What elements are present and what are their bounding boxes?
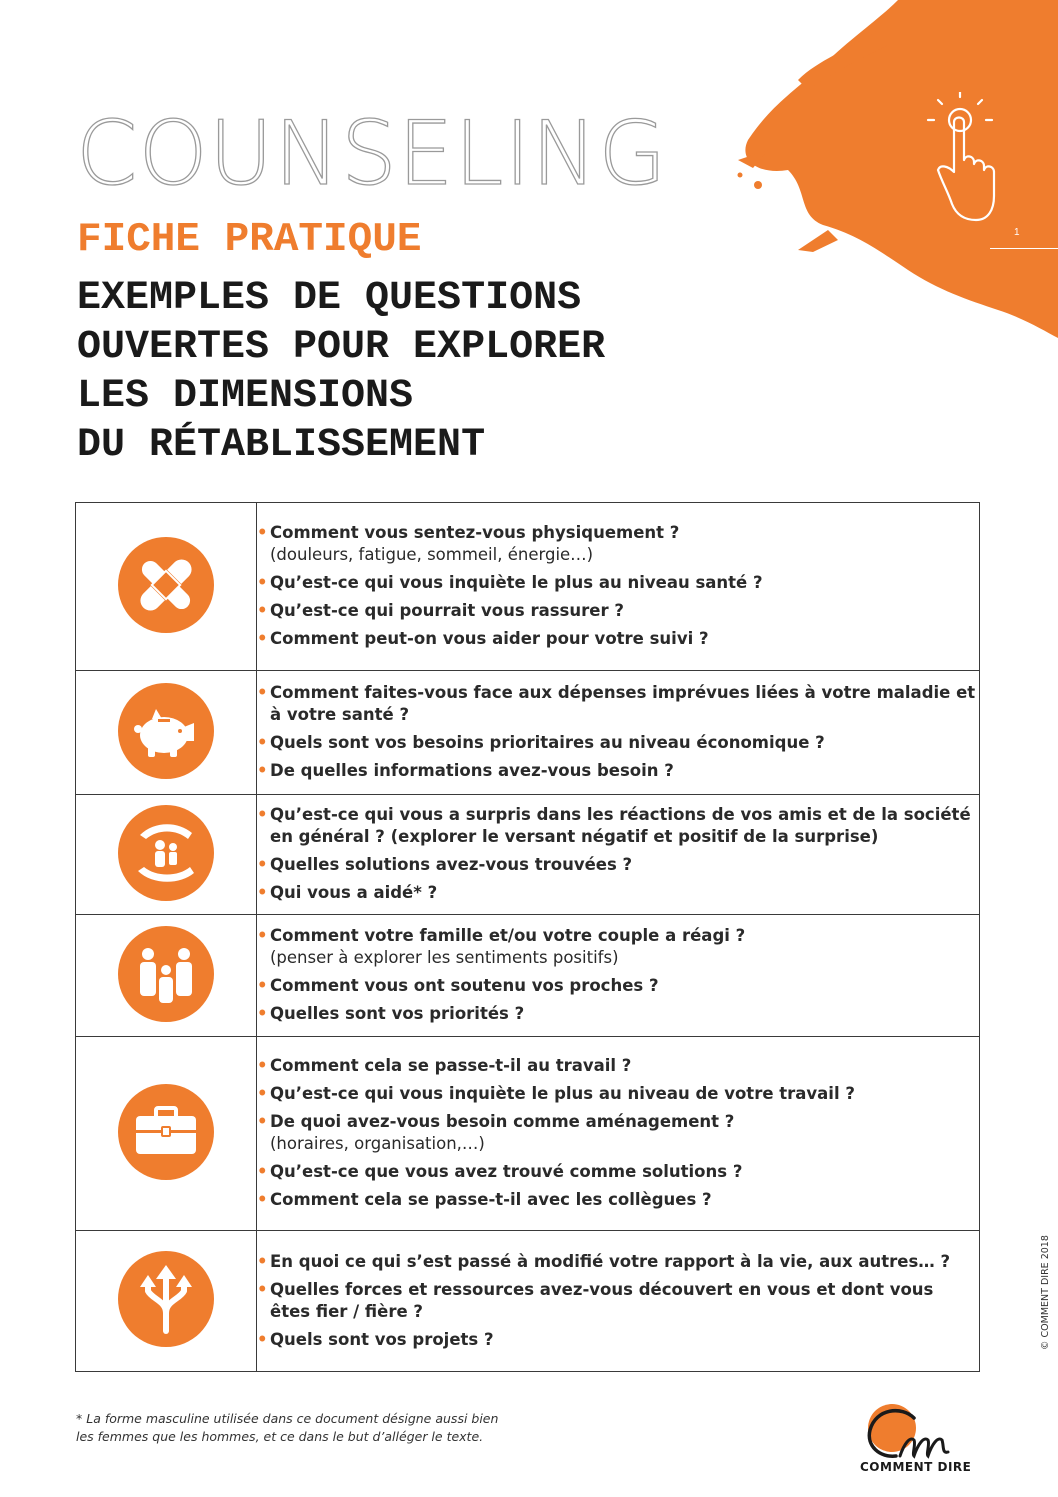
question-text: Qui vous a aidé* ? (270, 883, 438, 902)
list-item (257, 522, 979, 566)
question-text: Qu’est-ce qui vous inquiète le plus au niveau de votre travail ? (270, 1084, 855, 1103)
table-row (76, 1037, 980, 1231)
question-text: Quelles sont vos priorités ? (270, 1004, 525, 1023)
heading-line: EXEMPLES DE QUESTIONS (77, 276, 582, 321)
table-row (76, 1231, 980, 1372)
protecting-hands-icon (118, 805, 214, 901)
questions-cell (257, 795, 980, 915)
icon-cell (76, 915, 257, 1037)
list-item (257, 1055, 979, 1077)
list-item (257, 1083, 979, 1105)
questions-cell (257, 503, 980, 671)
question-list (257, 1055, 979, 1211)
list-item (257, 1329, 979, 1351)
bandage-icon (118, 537, 214, 633)
question-note: (horaires, organisation,…) (270, 1134, 485, 1153)
question-text: Qu’est-ce qui vous inquiète le plus au niveau santé ? (270, 573, 763, 592)
question-note: (douleurs, fatigue, sommeil, énergie…) (270, 545, 594, 564)
list-item (257, 572, 979, 594)
questions-cell (257, 671, 980, 795)
list-item (257, 854, 979, 876)
question-text: Comment cela se passe-t-il au travail ? (270, 1056, 632, 1075)
question-text: Comment vous ont soutenu vos proches ? (270, 976, 659, 995)
question-list (257, 1251, 979, 1351)
questions-cell (257, 915, 980, 1037)
list-item (257, 1251, 979, 1273)
question-list (257, 925, 979, 1025)
footnote (76, 1410, 498, 1446)
list-item (257, 682, 979, 726)
icon-cell (76, 503, 257, 671)
questions-table (75, 502, 980, 1372)
question-text: Quelles forces et ressources avez-vous découvert en vous et dont vous êtes fier / fière ? (270, 1279, 934, 1321)
table-row (76, 503, 980, 671)
list-item (257, 804, 979, 848)
list-item (257, 1279, 979, 1323)
list-item (257, 1161, 979, 1183)
icon-cell (76, 1231, 257, 1372)
question-text: De quoi avez-vous besoin comme aménagement ? (270, 1112, 735, 1131)
heading-line: LES DIMENSIONS (77, 374, 414, 419)
briefcase-icon (118, 1084, 214, 1180)
page-title: COUNSELING (76, 102, 668, 205)
question-text: Comment faites-vous face aux dépenses imprévues liées à votre maladie et à votre santé ? (270, 683, 976, 724)
questions-cell (257, 1037, 980, 1231)
question-text: Quels sont vos besoins prioritaires au niveau économique ? (270, 733, 825, 752)
question-list (257, 804, 979, 904)
questions-cell (257, 1231, 980, 1372)
icon-cell (76, 671, 257, 795)
list-item (257, 1003, 979, 1025)
direction-arrows-icon (118, 1251, 214, 1347)
question-text: Quels sont vos projets ? (270, 1329, 494, 1349)
heading-line: OUVERTES POUR EXPLORER (77, 325, 606, 370)
orange-brush-splash (728, 0, 1058, 340)
question-note: (penser à explorer les sentiments positifs) (270, 948, 619, 967)
question-text: Qu’est-ce qui pourrait vous rassurer ? (270, 601, 624, 620)
page-subtitle: FICHE PRATIQUE (77, 217, 422, 263)
table-row (76, 795, 980, 915)
list-item (257, 1111, 979, 1155)
question-text: Comment cela se passe-t-il avec les collègues ? (270, 1190, 712, 1209)
pointing-hand-icon (920, 92, 1000, 232)
page-number: 1 (1014, 227, 1020, 238)
piggy-bank-icon (118, 683, 214, 779)
table-row (76, 915, 980, 1037)
icon-cell (76, 795, 257, 915)
question-text: Qu’est-ce que vous avez trouvé comme solutions ? (270, 1162, 743, 1181)
list-item (257, 732, 979, 754)
question-text: Comment votre famille et/ou votre couple a réagi ? (270, 926, 746, 945)
footnote-line: les femmes que les hommes, et ce dans le but d’alléger le texte. (76, 1429, 484, 1444)
question-text: De quelles informations avez-vous besoin ? (270, 761, 674, 780)
icon-cell (76, 1037, 257, 1231)
question-text: En quoi ce qui s’est passé à modifié votre rapport à la vie, aux autres… ? (270, 1251, 951, 1271)
family-icon (118, 926, 214, 1022)
table-row (76, 671, 980, 795)
page-number-rule (990, 248, 1058, 249)
question-text: Comment peut-on vous aider pour votre suivi ? (270, 629, 709, 648)
list-item (257, 975, 979, 997)
logo-wordmark: COMMENT DIRE (860, 1460, 972, 1474)
question-text: Quelles solutions avez-vous trouvées ? (270, 855, 633, 874)
heading-line: DU RÉTABLISSEMENT (77, 423, 486, 468)
question-list (257, 522, 979, 650)
list-item (257, 760, 979, 782)
question-list (257, 682, 979, 782)
question-text: Qu’est-ce qui vous a surpris dans les réactions de vos amis et de la société en général ? (explorer le versant négatif et positif de la surprise) (270, 805, 971, 846)
copyright-notice: © COMMENT DIRE 2018 (1040, 1235, 1051, 1350)
list-item (257, 628, 979, 650)
list-item (257, 600, 979, 622)
question-text: Comment vous sentez-vous physiquement ? (270, 523, 680, 542)
list-item (257, 925, 979, 969)
list-item (257, 882, 979, 904)
list-item (257, 1189, 979, 1211)
footnote-line: * La forme masculine utilisée dans ce document désigne aussi bien (76, 1411, 499, 1426)
page-heading (77, 274, 605, 470)
